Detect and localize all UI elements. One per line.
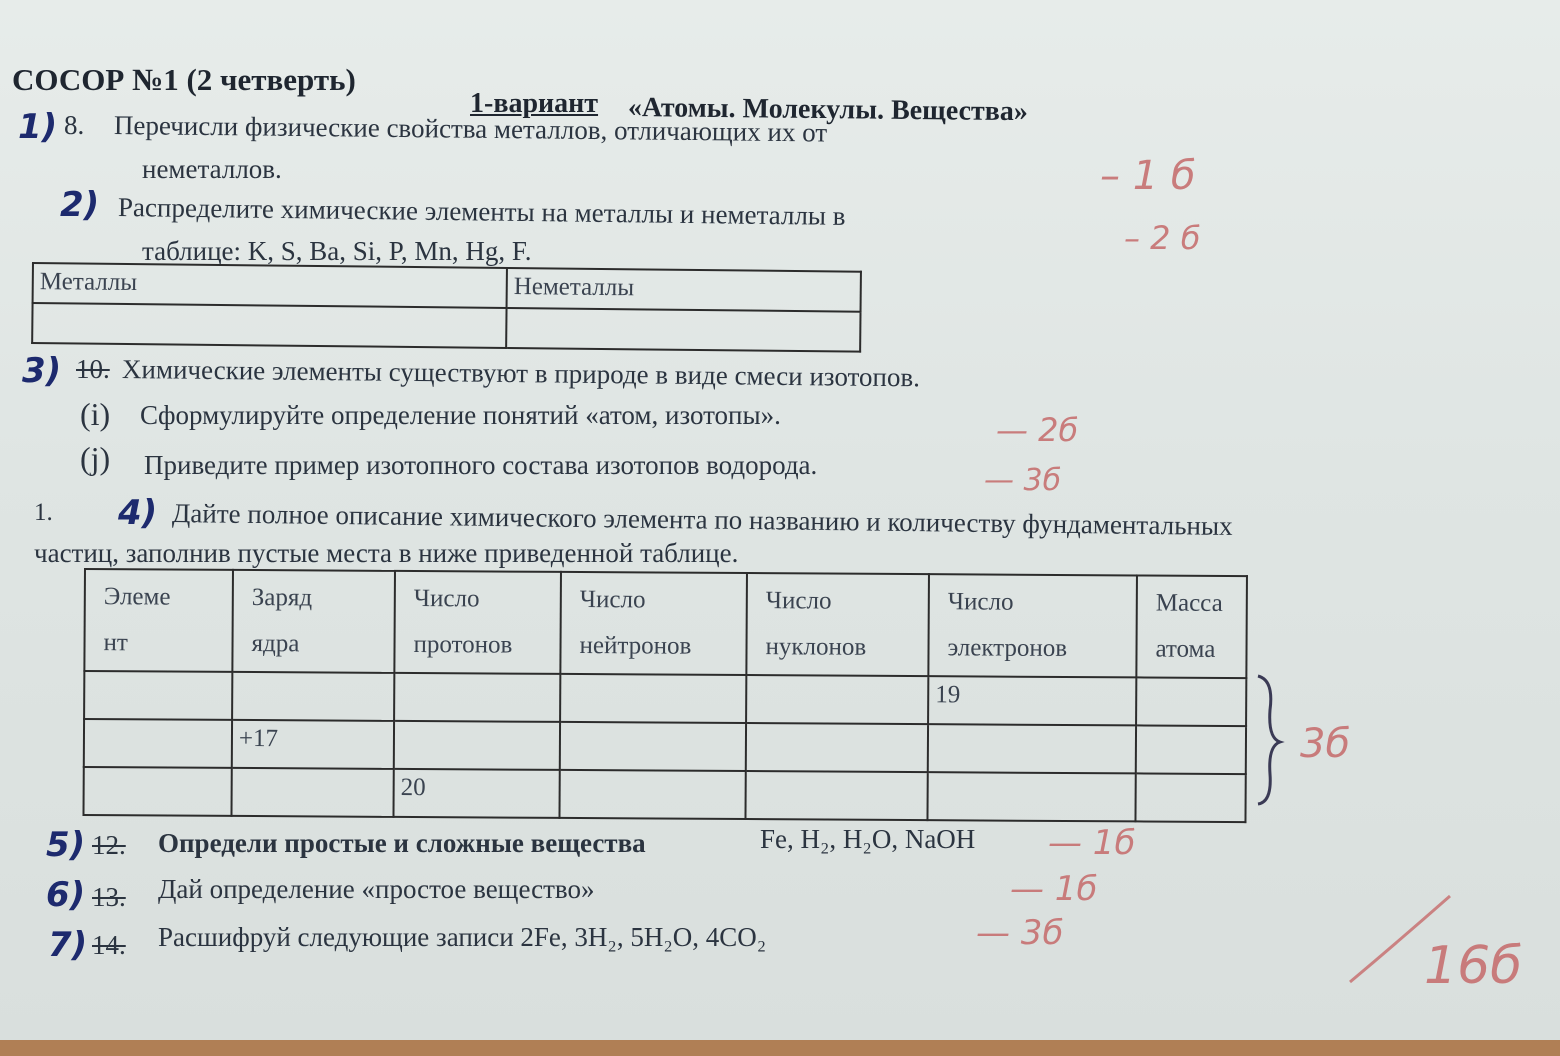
table-cell[interactable] xyxy=(1135,773,1245,822)
q6-print-number: 13. xyxy=(92,882,126,912)
q1-line2: неметаллов. xyxy=(142,154,282,184)
q5-formula: Fe, H₂, H₂O, NaOH xyxy=(760,824,976,854)
metals-cell[interactable] xyxy=(32,303,506,348)
table-cell[interactable] xyxy=(394,721,560,770)
table-cell[interactable] xyxy=(560,722,746,771)
nonmetals-header: Неметаллы xyxy=(507,268,861,312)
element-description-table xyxy=(82,568,1247,823)
q4-score: 3б xyxy=(1300,721,1351,767)
col-header-neutrons: Число нейтронов xyxy=(560,572,747,675)
q3-sub-j-label: (j) xyxy=(80,440,111,476)
table-row xyxy=(84,671,1246,726)
q3-hand-number: 3) xyxy=(22,351,62,391)
q3-sub-i-score: — 2б xyxy=(996,411,1079,449)
table-cell[interactable]: 20 xyxy=(393,769,559,818)
q2-line2: таблице: K, S, Ba, Si, P, Mn, Hg, F. xyxy=(142,236,532,266)
q6-text: Дай определение «простое вещество» xyxy=(158,874,595,904)
q7-print-number: 14. xyxy=(92,930,126,960)
q2-score: – 2 б xyxy=(1124,219,1201,257)
q6-hand-number: 6) xyxy=(46,875,86,915)
q3-sub-j-score: — 3б xyxy=(984,463,1062,498)
q2-line1: Распределите химические элементы на металлы и неметаллы в xyxy=(117,192,846,231)
q4-print-number: 1. xyxy=(34,499,53,526)
q6-score: — 1б xyxy=(1010,869,1098,909)
col-header-element: Элеме нт xyxy=(84,569,233,672)
table-cell[interactable] xyxy=(84,671,232,720)
q5-print-number: 12. xyxy=(92,830,126,860)
table-cell[interactable] xyxy=(1136,725,1246,774)
q4-line1: Дайте полное описание химического элемента по названию и количеству фундаментальных xyxy=(171,498,1233,541)
table-cell[interactable] xyxy=(394,673,560,722)
table-cell[interactable]: +17 xyxy=(232,720,394,769)
col-header-nucleons: Число нуклонов xyxy=(746,573,929,676)
table-cell[interactable] xyxy=(232,672,394,721)
page-title: СОСОР №1 (2 четверть) xyxy=(12,62,356,97)
q5-hand-number: 5) xyxy=(46,825,86,865)
col-header-protons: Число протонов xyxy=(394,571,561,674)
q3-sub-j: Приведите пример изотопного состава изотопов водорода. xyxy=(144,450,818,480)
q2-hand-number: 2) xyxy=(60,185,100,225)
table-cell[interactable] xyxy=(927,772,1135,821)
nonmetals-cell[interactable] xyxy=(506,308,860,352)
q3-sub-i: Сформулируйте определение понятий «атом, изотопы». xyxy=(140,400,781,430)
total-score: 16б xyxy=(1424,936,1523,996)
col-header-charge: Заряд ядра xyxy=(232,570,395,673)
q5-text: Определи простые и сложные вещества xyxy=(158,828,646,858)
table-cell[interactable] xyxy=(1136,677,1246,726)
q1-hand-number: 1) xyxy=(18,107,58,147)
variant-label: 1-вариант xyxy=(470,88,599,119)
topic-label: «Атомы. Молекулы. Вещества» xyxy=(627,92,1029,128)
q7-score: — 3б xyxy=(976,913,1064,953)
table-cell[interactable]: 19 xyxy=(928,676,1136,725)
table-cell[interactable] xyxy=(83,767,231,816)
table-cell[interactable] xyxy=(746,675,928,724)
table-cell[interactable] xyxy=(928,724,1136,773)
q3-sub-i-label: (i) xyxy=(80,396,111,432)
table-cell[interactable] xyxy=(560,674,746,723)
metals-header: Металлы xyxy=(33,263,507,308)
brace-mark xyxy=(1250,670,1290,810)
q7-hand-number: 7) xyxy=(48,925,88,965)
q5-score: — 1б xyxy=(1048,823,1136,863)
table-cell[interactable] xyxy=(746,723,928,772)
table-row xyxy=(83,767,1245,822)
q3-line1: Химические элементы существуют в природе в виде смеси изотопов. xyxy=(121,354,921,393)
table-row xyxy=(84,719,1246,774)
q3-print-number: 10. xyxy=(76,354,110,384)
table-cell[interactable] xyxy=(231,768,393,817)
table-cell[interactable] xyxy=(559,770,745,819)
q7-text: Расшифруй следующие записи 2Fe, 3H₂, 5H₂O, 4CO₂ xyxy=(158,922,767,952)
q1-line1: Перечисли физические свойства металлов, отличающих их от xyxy=(113,110,828,148)
q1-score: – 1 б xyxy=(1100,153,1196,199)
table-cell[interactable] xyxy=(84,719,232,768)
table-cell[interactable] xyxy=(745,771,927,820)
q4-line2: частиц, заполнив пустые места в ниже приведенной таблице. xyxy=(34,538,739,568)
q4-hand-number: 4) xyxy=(118,493,158,533)
col-header-mass: Масса атома xyxy=(1136,575,1247,678)
metals-nonmetals-table xyxy=(31,262,862,353)
q1-print-number: 8. xyxy=(64,110,85,140)
col-header-electrons: Число электронов xyxy=(928,574,1137,677)
